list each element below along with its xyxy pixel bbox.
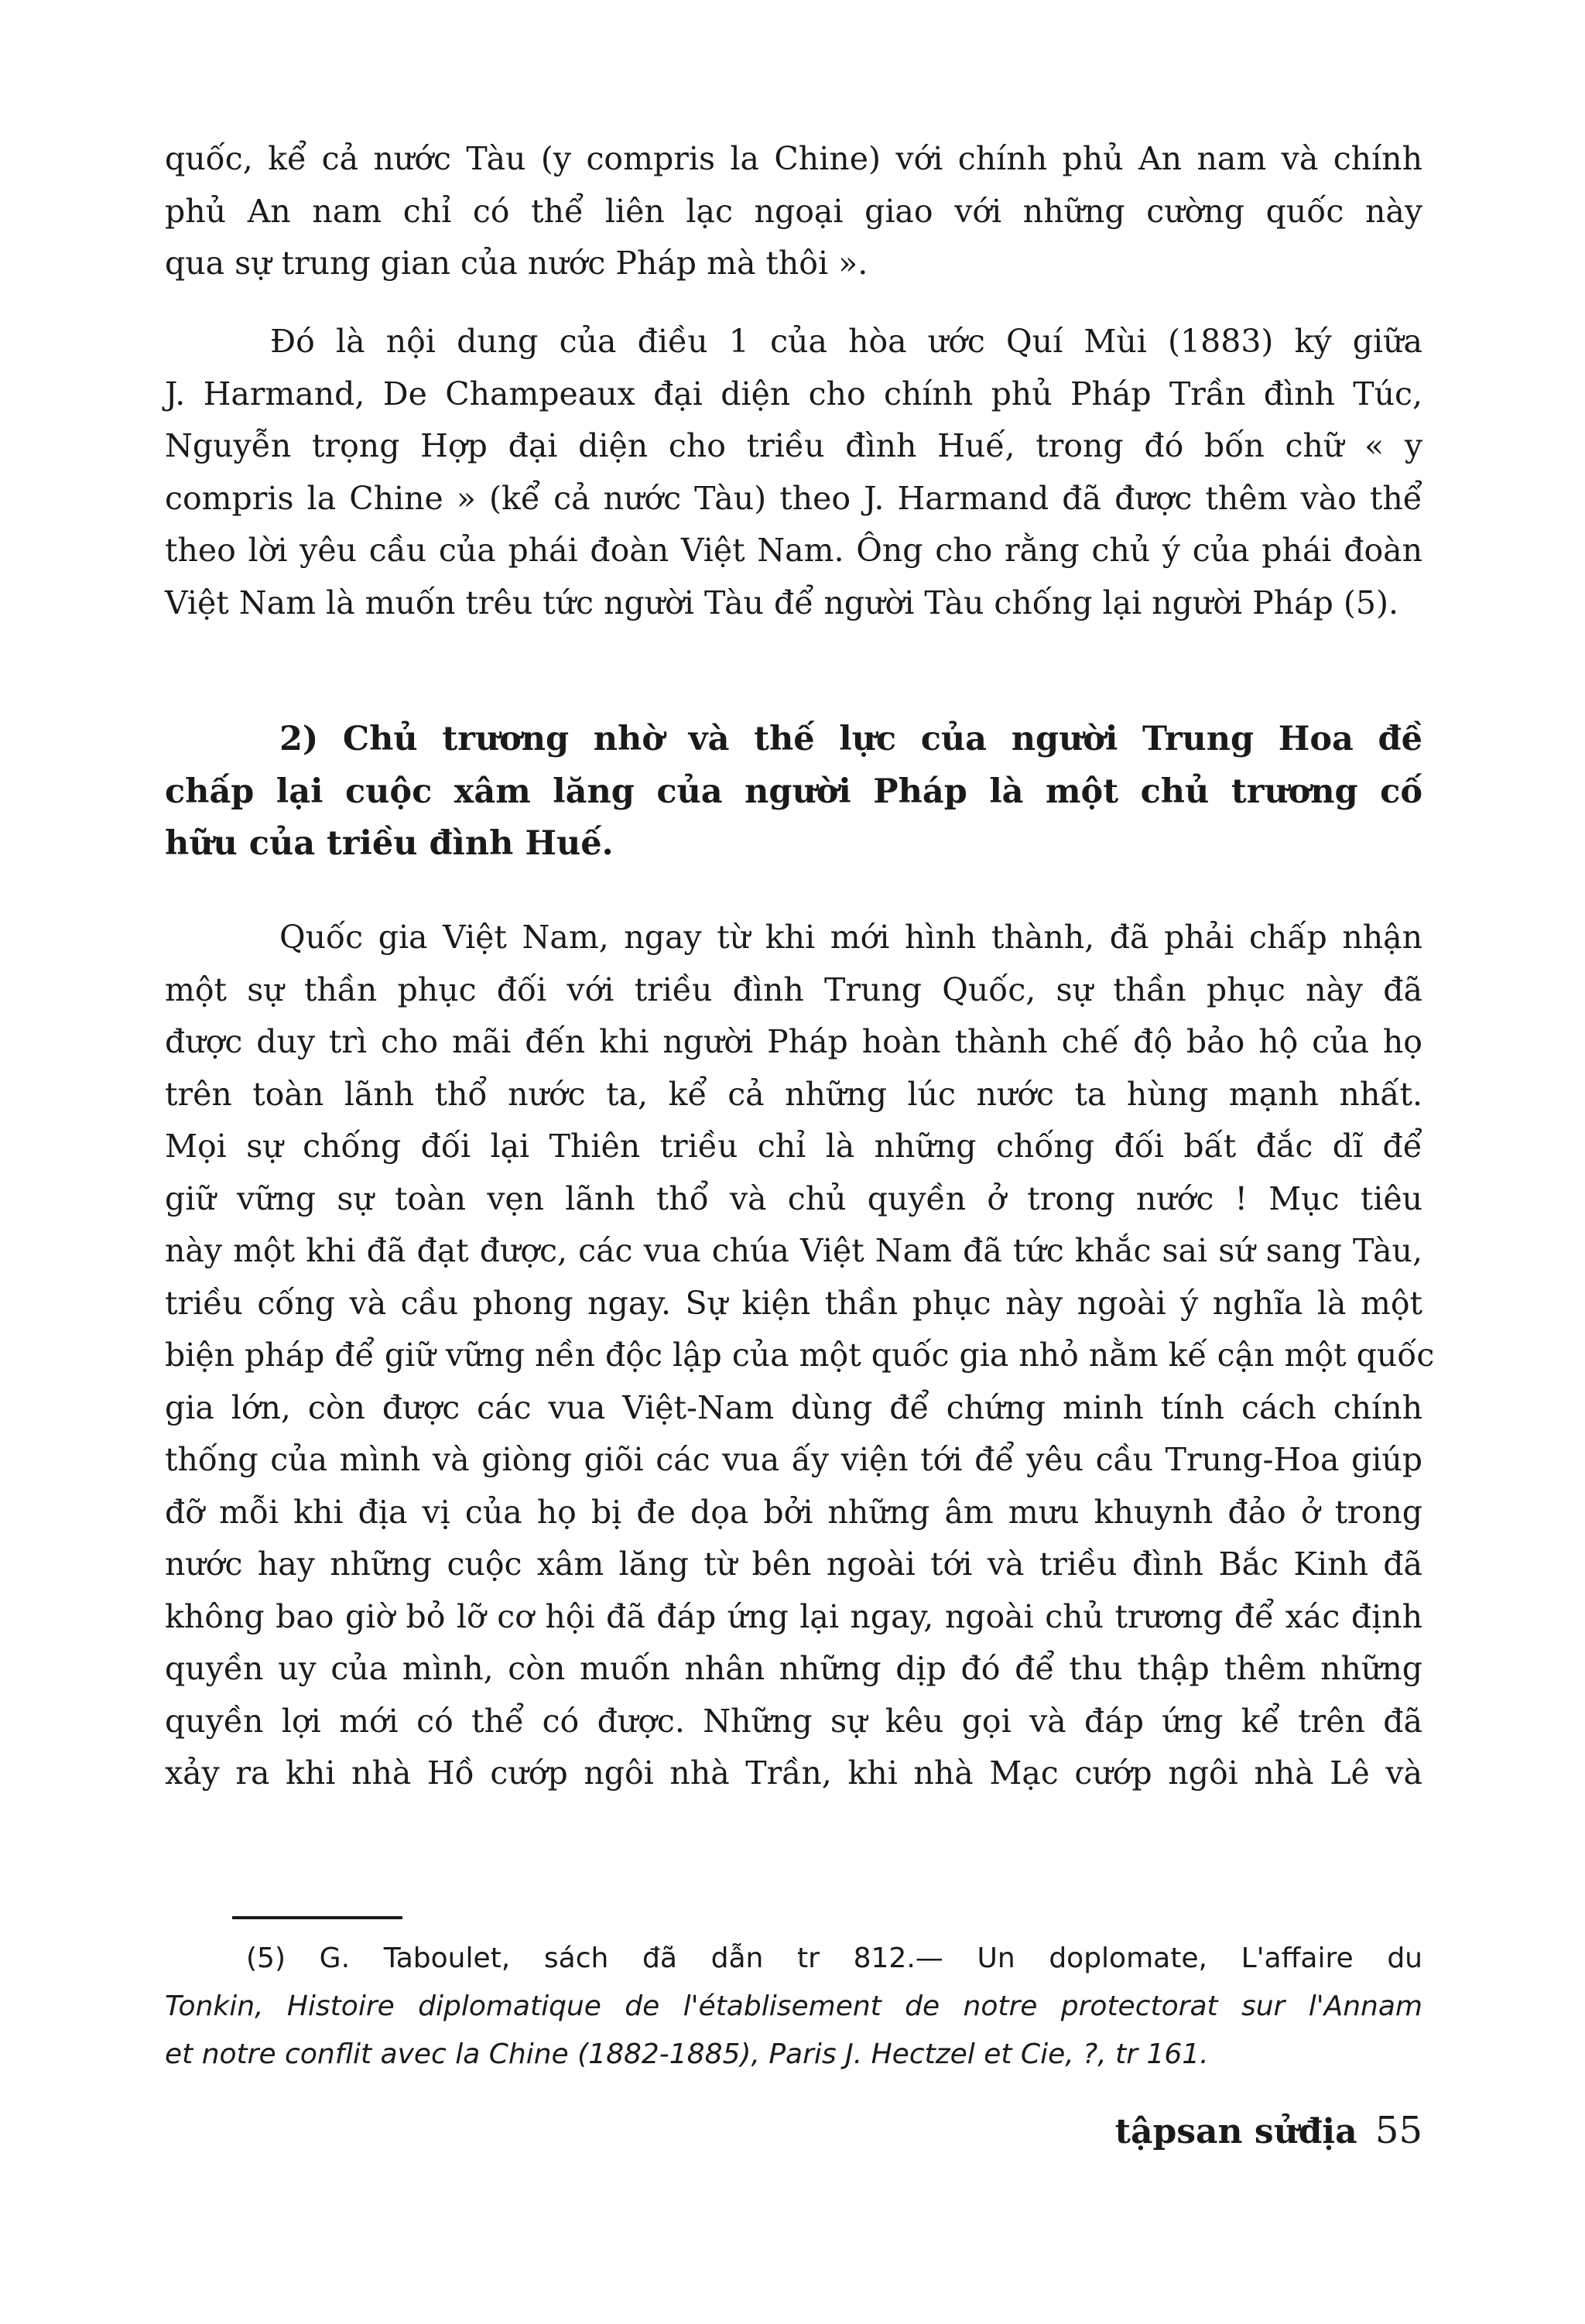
heading-line: 2) Chủ trương nhờ và thế lực của người Trung Hoa đề (279, 720, 1422, 758)
text-line: J. Harmand, De Champeaux đại diện cho chính phủ Pháp Trần đình Túc, (165, 375, 1422, 412)
text-line: được duy trì cho mãi đến khi người Pháp hoàn thành chế độ bảo hộ của họ (165, 1023, 1422, 1060)
text-line: một sự thần phục đối với triều đình Trung Quốc, sự thần phục này đã (165, 970, 1422, 1008)
journal-name: tậpsan sửđịa (1114, 2112, 1357, 2151)
text-line: Mọi sự chống đối lại Thiên triều chỉ là những chống đối bất đắc dĩ để (165, 1128, 1422, 1165)
paragraph-3 (165, 912, 1435, 1800)
text-line: này một khi đã đạt được, các vua chúa Việt Nam đã tức khắc sai sứ sang Tàu, (165, 1232, 1422, 1269)
text-line: biện pháp để giữ vững nền độc lập của một quốc gia nhỏ nằm kế cận một quốc (165, 1337, 1435, 1374)
heading-line: hữu của triều đình Huế. (165, 824, 614, 863)
page-footer (1115, 2109, 1422, 2152)
paragraph-2 (165, 316, 1422, 629)
text-line: xảy ra khi nhà Hồ cướp ngôi nhà Trần, khi nhà Mạc cướp ngôi nhà Lê và (165, 1754, 1422, 1792)
text-line: gia lớn, còn được các vua Việt-Nam dùng để chứng minh tính cách chính (165, 1388, 1422, 1426)
text-line: qua sự trung gian của nước Pháp mà thôi ». (165, 245, 868, 282)
footnote (165, 1935, 1422, 2079)
text-line: thống của mình và giòng giõi các vua ấy viện tới để yêu cầu Trung-Hoa giúp (165, 1441, 1422, 1478)
footnote-divider (232, 1916, 402, 1919)
text-line: phủ An nam chỉ có thể liên lạc ngoại giao với những cường quốc này (165, 192, 1422, 230)
text-line: trên toàn lãnh thổ nước ta, kể cả những lúc nước ta hùng mạnh nhất. (165, 1075, 1422, 1113)
text-line: quốc, kể cả nước Tàu (y compris la Chine) với chính phủ An nam và chính (165, 140, 1422, 177)
text-line: triều cống và cầu phong ngay. Sự kiện thần phục này ngoài ý nghĩa là một (165, 1284, 1422, 1322)
text-line: compris la Chine » (kể cả nước Tàu) theo J. Harmand đã được thêm vào thể (165, 479, 1422, 517)
section-heading (165, 714, 1422, 871)
text-line: theo lời yêu cầu của phái đoàn Việt Nam. Ông cho rằng chủ ý của phái đoàn (165, 532, 1422, 569)
text-line: Việt Nam là muốn trêu tức người Tàu để người Tàu chống lại người Pháp (5). (165, 584, 1398, 621)
footnote-line: (5) G. Taboulet, sách đã dẫn tr 812.— Un doplomate, L'affaire du (246, 1942, 1422, 1974)
heading-line: chấp lại cuộc xâm lăng của người Pháp là một chủ trương cố (165, 772, 1422, 811)
text-line: quyền lợi mới có thể có được. Những sự kêu gọi và đáp ứng kể trên đã (165, 1702, 1422, 1740)
text-line: nước hay những cuộc xâm lăng từ bên ngoài tới và triều đình Bắc Kinh đã (165, 1545, 1422, 1583)
text-line: đỡ mỗi khi địa vị của họ bị đe dọa bởi những âm mưu khuynh đảo ở trong (165, 1493, 1422, 1531)
footnote-line: et notre conflit avec la Chine (1882-1885), Paris J. Hectzel et Cie, ?, tr 161. (165, 2038, 1209, 2070)
text-line: Nguyễn trọng Hợp đại diện cho triều đình Huế, trong đó bốn chữ « y (165, 427, 1422, 464)
footnote-line: Tonkin, Histoire diplomatique de l'établisement de notre protectorat sur l'Annam (165, 1990, 1422, 2022)
text-line: không bao giờ bỏ lỡ cơ hội đã đáp ứng lại ngay, ngoài chủ trương để xác định (165, 1597, 1422, 1635)
text-line: quyền uy của mình, còn muốn nhân những dịp đó để thu thập thêm những (165, 1650, 1422, 1687)
paragraph-1 (165, 133, 1422, 290)
page-number: 55 (1374, 2109, 1422, 2152)
text-line: giữ vững sự toàn vẹn lãnh thổ và chủ quyền ở trong nước ! Mục tiêu (165, 1179, 1422, 1217)
text-line: Quốc gia Việt Nam, ngay từ khi mới hình thành, đã phải chấp nhận (279, 919, 1422, 956)
text-line: Đó là nội dung của điều 1 của hòa ước Quí Mùi (1883) ký giữa (270, 323, 1422, 360)
